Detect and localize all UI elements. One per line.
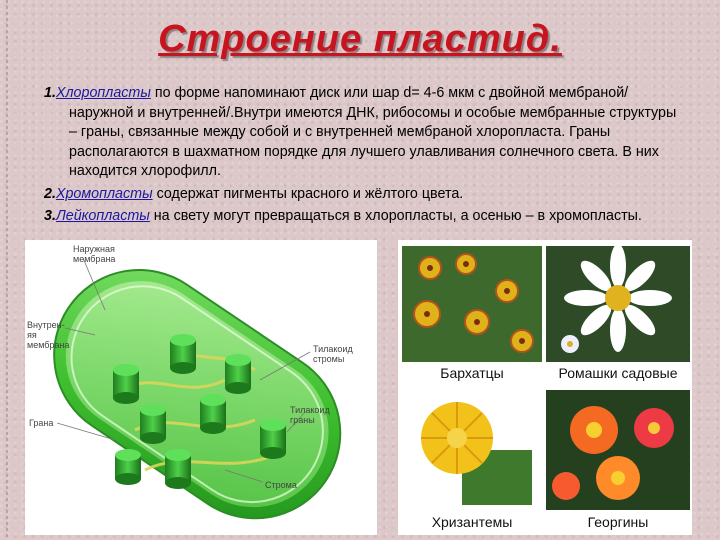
paragraph-text: содержат пигменты красного и жёлтого цвета. [152,185,464,202]
marigold-photo [402,246,542,362]
paragraph-number: 1. [44,85,56,101]
label-outer-membrane: Наружная мембрана [73,244,116,264]
paragraph-number: 2. [44,185,56,202]
term-leucoplasts: Лейкопласты [55,208,150,224]
caption-chrysanthemum: Хризантемы [431,514,513,530]
paragraph-text: по форме напоминают диск или шар d= 4-6 мкм с двойной мембраной/наружной и внутренней/.Внутри имеются ДНК, рибосомы и особые мембранные структуры – граны, связанные между собой и с внутренней мембраной хлоропласта. Граны располагаются в шахматном порядке для лучшего улавливания солнечного света. В них находится хлорофилл. [69,85,677,179]
paragraph-chromoplasts [44,185,684,205]
dahlia-image [546,390,690,510]
chrysanthemum-image [402,390,542,510]
daisy-photo [546,246,690,362]
flower-photos [398,240,692,535]
term-chromoplasts: Хромопласты [55,185,153,202]
paragraph-chloroplasts [44,84,684,182]
label-grana: Грана [29,418,54,428]
paragraph-text: на свету могут превращаться в хлоропласты, а осенью – в хромопласты. [149,208,642,224]
body-text [44,84,684,230]
caption-daisy: Ромашки садовые [558,365,678,381]
marigold-image [402,246,542,362]
paragraph-leucoplasts [44,207,684,227]
dahlia-photo [546,390,690,510]
chloroplast-diagram [25,240,377,535]
chloroplast-illustration [25,240,377,535]
label-thylakoid-stroma: Тилакоид стромы [313,344,353,364]
label-stroma: Строма [265,480,297,490]
chrysanthemum-photo [402,390,542,510]
paragraph-number: 3. [44,208,56,224]
label-inner-membrane: Внутрен-яя мембрана [27,320,70,350]
label-thylakoid-grana: Тилакоид граны [290,405,330,425]
caption-marigold: Бархатцы [440,365,504,381]
page-title: Строение пластид. [158,18,562,60]
left-border [6,0,8,540]
daisy-image [546,246,690,362]
term-chloroplasts: Хлоропласты [55,85,151,101]
caption-dahlia: Георгины [587,514,649,530]
